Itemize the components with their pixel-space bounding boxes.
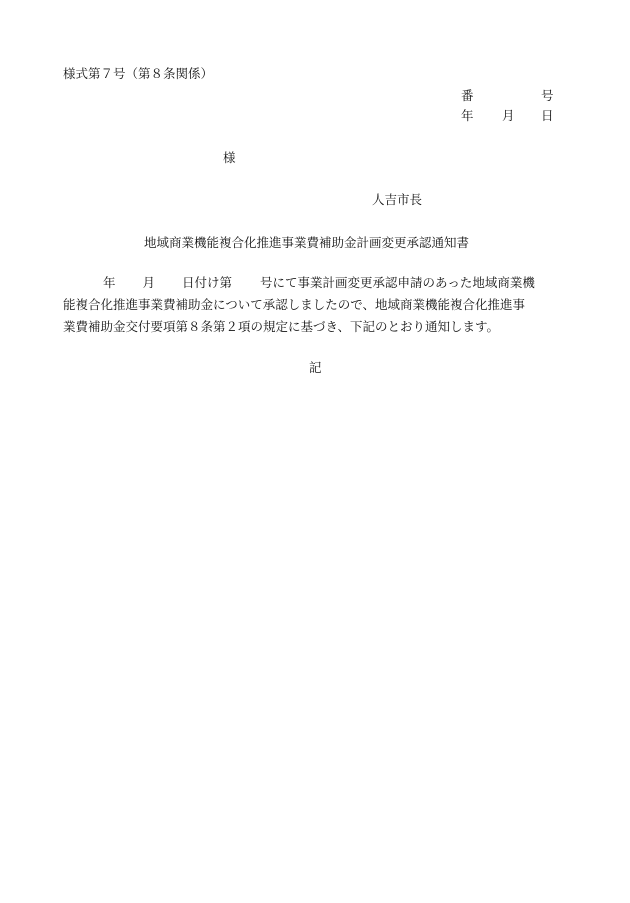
body-month-label: 月: [142, 275, 156, 290]
body-line-1-text: 号にて事業計画変更承認申請のあった地域商業機: [260, 275, 535, 290]
body-line-1: [63, 275, 535, 291]
body-line-3: 業費補助金交付要項第８条第２項の規定に基づき、下記のとおり通知します。: [63, 319, 500, 334]
doc-number-label: 番: [461, 88, 474, 103]
note-heading: 記: [309, 360, 322, 375]
body-year-label: 年: [103, 275, 116, 290]
date-year-label: 年: [461, 108, 474, 123]
date-day-label: 日: [541, 108, 554, 123]
body-dated-label: 日付け第: [182, 275, 233, 290]
doc-number-suffix: 号: [541, 88, 554, 103]
document-title: 地域商業機能複合化推進事業費補助金計画変更承認通知書: [144, 235, 470, 250]
date-month-label: 月: [502, 108, 515, 123]
body-line-2: 能複合化推進事業費補助金について承認しましたので、地域商業機能複合化推進事: [63, 297, 526, 312]
issuer: 人吉市長: [372, 192, 423, 207]
addressee-suffix: 様: [223, 150, 236, 165]
form-number: 様式第７号（第８条関係）: [63, 66, 214, 81]
